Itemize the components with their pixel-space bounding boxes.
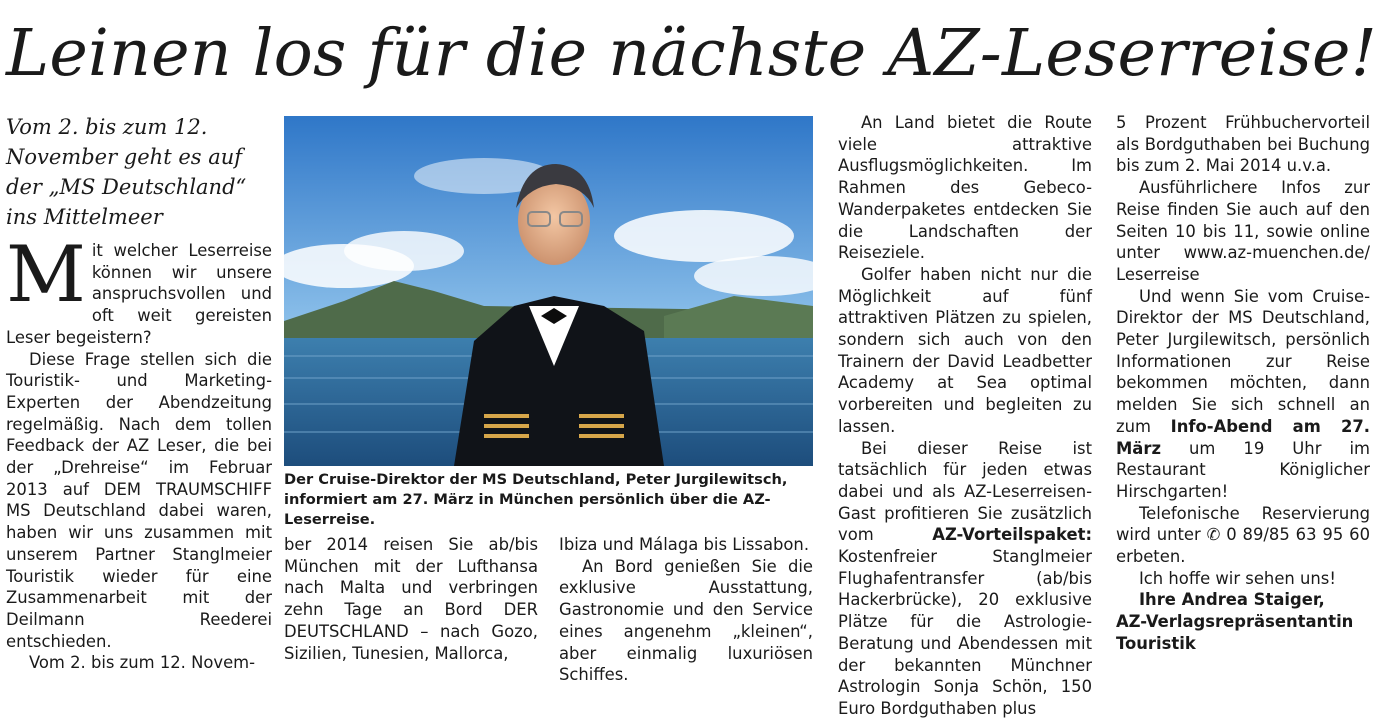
column-5 bbox=[1116, 112, 1370, 655]
photo-cruise-director bbox=[284, 116, 813, 466]
paragraph: An Bord genießen Sie die exklusive Ausstattung, Gastronomie und den Service eines angenehm „kleinen“, aber einmalig luxuriösen Schiffes. bbox=[559, 556, 813, 685]
text: Bei dieser Reise ist tatsächlich für jeden etwas dabei und als AZ-Leserreisen-Gast profitieren Sie zusätzlich vom bbox=[838, 438, 1092, 545]
bold-text: Info-Abend am 27. März bbox=[1116, 416, 1370, 458]
subhead: Vom 2. bis zum 12. November geht es auf der „MS Deutschland“ ins Mittelmeer bbox=[6, 115, 247, 229]
paragraph: Diese Frage stellen sich die Touristik- und Marketing-Experten der Abendzeitung regelmäßig. Nach dem tollen Feedback der AZ Leser, die bei der „Drehreise“ im Februar 2013 auf DEM TRAUMSCHIFF MS Deutschland dabei waren, haben wir uns zusammen mit unserem Partner Stanglmeier Touristik wieder für eine Zusammenarbeit mit der Deilmann Reederei entschieden. bbox=[6, 349, 272, 651]
paragraph: An Land bietet die Route viele attraktive Ausflugsmöglichkeiten. Im Rahmen des Gebeco-Wanderpaketes entdecken Sie die Landschaften der Reiseziele. bbox=[838, 113, 1092, 263]
column-2 bbox=[284, 534, 538, 664]
paragraph: Telefonische Reservierung wird unter ✆ 0 89/85 63 95 60 erbeten. bbox=[1116, 503, 1370, 567]
paragraph bbox=[1116, 286, 1370, 503]
paragraph: Ich hoffe wir sehen uns! bbox=[1138, 568, 1336, 588]
text: Kostenfreier Stanglmeier Flughafentransfer (ab/bis Hackerbrücke), 20 exklusive Plätze für die Astrologie-Beratung und Abendessen mit der bekannten Münchner Astrologin Sonja Schön, 150 Euro Bordguthaben plus bbox=[838, 547, 1092, 718]
paragraph: ber 2014 reisen Sie ab/bis München mit der Lufthansa nach Malta und verbringen zehn Tage an Bord DER DEUTSCHLAND – nach Gozo, Sizilien, Tunesien, Mallorca, bbox=[284, 535, 538, 663]
paragraph: Vom 2. bis zum 12. Novem- bbox=[28, 653, 256, 673]
drop-cap: M bbox=[6, 230, 86, 320]
text: Und wenn Sie vom Cruise-Direktor der MS Deutschland, Peter Jurgilewitsch, persönlich Informationen zur Reise bekommen möchten, dann melden Sie sich schnell an zum bbox=[1116, 286, 1370, 436]
paragraph-intro bbox=[6, 230, 272, 349]
paragraph: Ibiza und Málaga bis Lissabon. bbox=[559, 535, 810, 554]
signature-name: Ihre Andrea Staiger, bbox=[1138, 590, 1325, 610]
column-1 bbox=[6, 230, 272, 674]
paragraph: 5 Prozent Frühbuchervorteil als Bordguthaben bei Buchung bis zum 2. Mai 2014 u.v.a. bbox=[1116, 113, 1370, 176]
text: um 19 Uhr im Restaurant Königlicher Hirschgarten! bbox=[1116, 438, 1370, 501]
paragraph: Ausführlichere Infos zur Reise finden Sie auch auf den Seiten 10 bis 11, sowie online unter www.az-muenchen.de/ Leserreise bbox=[1116, 178, 1370, 284]
column-4 bbox=[838, 112, 1092, 720]
intro-text: it welcher Leserreise können wir unsere anspruchsvollen und oft weit gereisten Leser begeistern? bbox=[6, 241, 272, 347]
paragraph: Golfer haben nicht nur die Möglichkeit auf fünf attraktiven Plätzen zu spielen, sondern sich auch von den Trainern der David Leadbetter Academy at Sea optimal vorbereiten und begleiten zu lassen. bbox=[838, 264, 1092, 436]
signature-title: AZ-Verlagsrepräsentantin Touristik bbox=[1116, 612, 1354, 653]
photo-caption: Der Cruise-Direktor der MS Deutschland, Peter Jurgilewitsch, informiert am 27. März in München persönlich über die AZ-Leserreise. bbox=[284, 471, 788, 528]
paragraph bbox=[838, 438, 1092, 720]
headline: Leinen los für die nächste AZ-Leserreise! bbox=[6, 16, 1377, 91]
photo-illustration bbox=[284, 116, 813, 466]
bold-text: AZ-Vorteilspaket: bbox=[932, 525, 1092, 545]
column-3 bbox=[559, 534, 813, 686]
